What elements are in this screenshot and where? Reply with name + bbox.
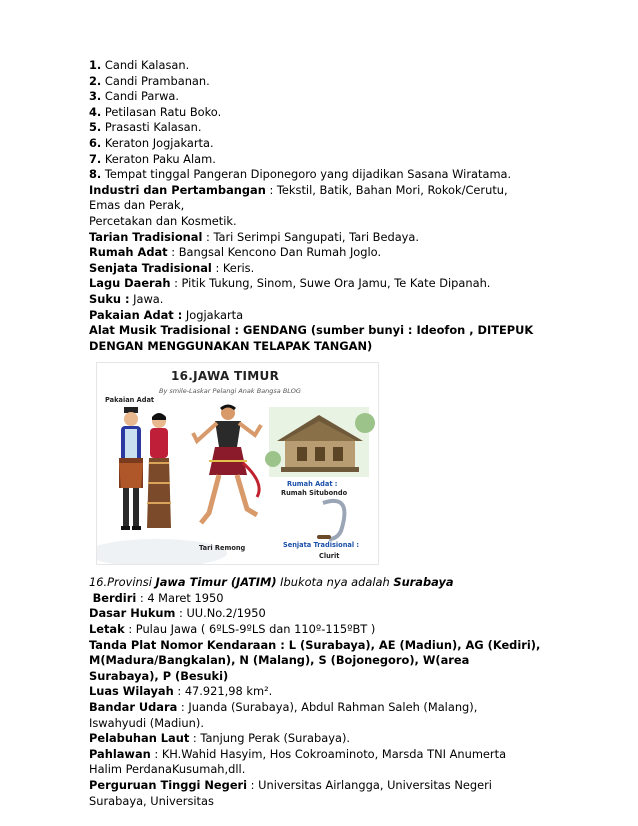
senjata-line: Senjata Tradisional : Keris.	[89, 260, 255, 275]
industri-line: Percetakan dan Kosmetik.	[89, 213, 237, 228]
industri-line: Industri dan Pertambangan : Tekstil, Batik, Bahan Mori, Rokok/Cerutu,	[89, 182, 508, 197]
tari-label: Tari Remong	[199, 544, 246, 553]
pakaian-line: Pakaian Adat : Jogjakarta	[89, 307, 244, 322]
jatim-details	[89, 575, 559, 809]
rumah-adat-line: Rumah Adat : Bangsal Kencono Dan Rumah Joglo.	[89, 245, 382, 260]
pahlawan-line: Halim PerdanaKusumah,dll.	[89, 762, 246, 777]
perguruan-tinggi-line: Surabaya, Universitas	[89, 793, 214, 808]
list-item: 6. Keraton Jogjakarta.	[89, 135, 214, 150]
pakaian-adat-label: Pakaian Adat	[105, 396, 155, 405]
woman-figure-icon	[147, 413, 171, 528]
bandara-line: Iswahyudi (Madiun).	[89, 715, 204, 730]
illustration-subtitle: By smile-Laskar Pelangi Anak Bangsa BLOG	[159, 387, 301, 396]
jogja-details	[89, 183, 559, 355]
pelabuhan-line: Pelabuhan Laut : Tanjung Perak (Surabaya).	[89, 731, 351, 746]
list-item: 1. Candi Kalasan.	[89, 58, 190, 72]
suku-line: Suku : Jawa.	[89, 291, 164, 306]
plat-line: Surabaya), P (Besuki)	[89, 668, 229, 683]
jawa-timur-illustration	[96, 362, 379, 565]
dasar-hukum-line: Dasar Hukum : UU.No.2/1950	[89, 606, 266, 621]
illustration-title: 16.JAWA TIMUR	[171, 369, 280, 384]
heritage-list	[89, 58, 559, 183]
alat-musik-line: Alat Musik Tradisional : GENDANG (sumber bunyi : Ideofon , DITEPUK	[89, 323, 534, 338]
list-item: 8. Tempat tinggal Pangeran Diponegoro yang dijadikan Sasana Wiratama.	[89, 167, 512, 182]
senjata-label: Senjata Tradisional :	[283, 541, 360, 550]
berdiri-line: Berdiri : 4 Maret 1950	[92, 590, 224, 605]
lagu-line: Lagu Daerah : Pitik Tukung, Sinom, Suwe Ora Jamu, Te Kate Dipanah.	[89, 276, 491, 291]
industri-line: Emas dan Perak,	[89, 198, 185, 213]
tarian-line: Tarian Tradisional : Tari Serimpi Sangupati, Tari Bedaya.	[89, 229, 420, 244]
rumah-adat-label: Rumah Adat :	[287, 480, 338, 489]
letak-line: Letak : Pulau Jawa ( 6ºLS-9ºLS dan 110º-115ºBT )	[89, 622, 376, 637]
senjata-name-label: Clurit	[319, 552, 340, 561]
document-page	[89, 58, 559, 809]
list-item: 5. Prasasti Kalasan.	[89, 120, 202, 135]
list-item: 4. Petilasan Ratu Boko.	[89, 104, 222, 119]
house-icon	[265, 407, 375, 477]
rumah-name-label: Rumah Situbondo	[281, 489, 348, 498]
luas-line: Luas Wilayah : 47.921,98 km².	[89, 684, 273, 699]
bandara-line: Bandar Udara : Juanda (Surabaya), Abdul Rahman Saleh (Malang),	[89, 700, 478, 715]
perguruan-tinggi-line: Perguruan Tinggi Negeri : Universitas Airlangga, Universitas Negeri	[89, 778, 492, 792]
list-item: 7. Keraton Paku Alam.	[89, 151, 216, 166]
alat-musik-line: DENGAN MENGGUNAKAN TELAPAK TANGAN)	[89, 338, 373, 353]
plat-line: M(Madura/Bangkalan), N (Malang), S (Bojonegoro), W(area	[89, 653, 470, 668]
pahlawan-line: Pahlawan : KH.Wahid Hasyim, Hos Cokroaminoto, Marsda TNI Anumerta	[89, 746, 507, 761]
plat-line: Tanda Plat Nomor Kendaraan : L (Surabaya), AE (Madiun), AG (Kediri),	[89, 637, 541, 652]
jatim-intro: 16.Provinsi Jawa Timur (JATIM) Ibukota nya adalah Surabaya	[89, 575, 454, 590]
list-item: 2. Candi Prambanan.	[89, 73, 210, 88]
list-item: 3. Candi Parwa.	[89, 89, 179, 104]
